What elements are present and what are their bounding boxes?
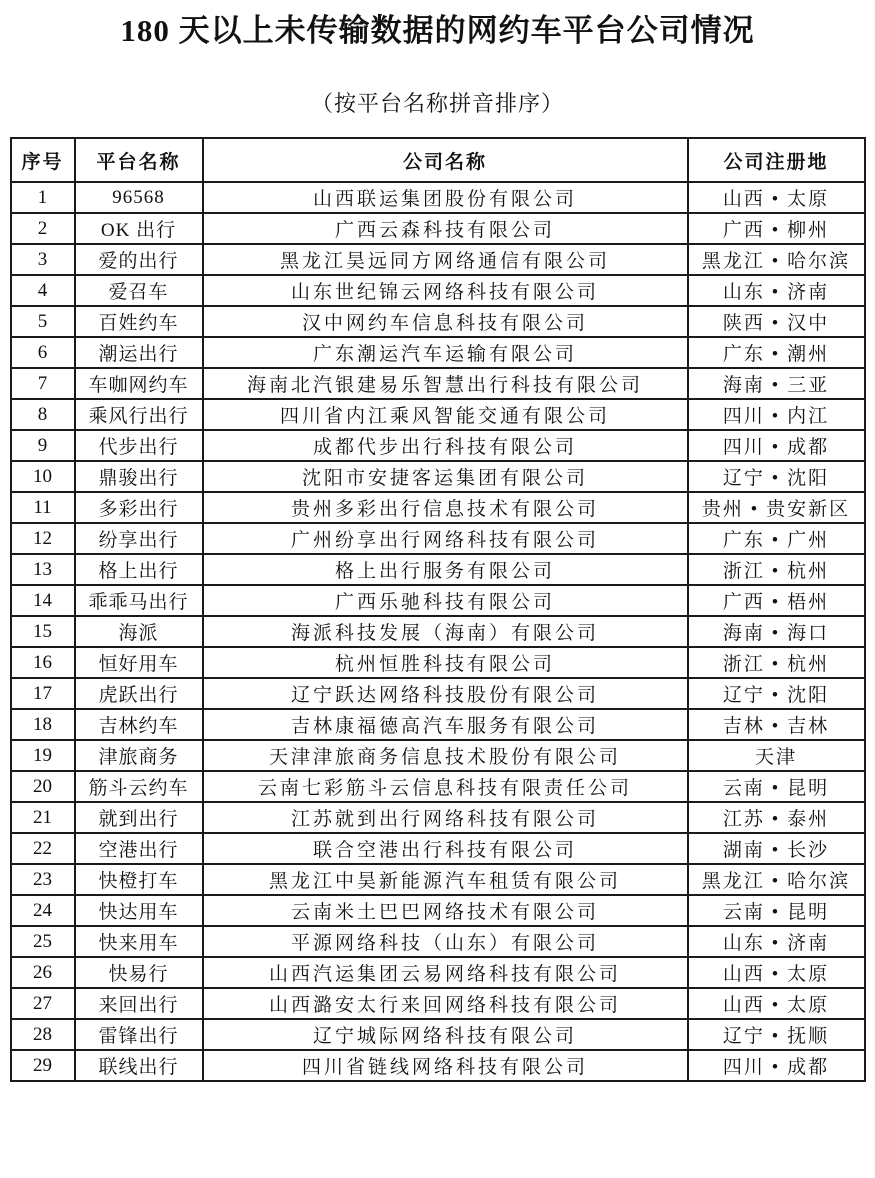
cell-registration: 辽宁 • 沈阳 <box>688 461 865 492</box>
cell-company-name: 海南北汽银建易乐智慧出行科技有限公司 <box>203 368 688 399</box>
cell-platform-name: 就到出行 <box>75 802 203 833</box>
table-row <box>11 833 865 864</box>
cell-registration: 四川 • 成都 <box>688 1050 865 1081</box>
cell-company-name: 成都代步出行科技有限公司 <box>203 430 688 461</box>
table-row <box>11 244 865 275</box>
page-subtitle: （按平台名称拼音排序） <box>310 91 564 116</box>
cell-platform-name: 海派 <box>75 616 203 647</box>
cell-seq: 17 <box>11 678 75 709</box>
cell-seq: 29 <box>11 1050 75 1081</box>
cell-registration: 广西 • 柳州 <box>688 213 865 244</box>
cell-seq: 6 <box>11 337 75 368</box>
cell-platform-name: 百姓约车 <box>75 306 203 337</box>
cell-platform-name: 乘风行出行 <box>75 399 203 430</box>
cell-seq: 28 <box>11 1019 75 1050</box>
cell-company-name: 沈阳市安捷客运集团有限公司 <box>203 461 688 492</box>
cell-company-name: 四川省链线网络科技有限公司 <box>203 1050 688 1081</box>
table-header <box>11 138 865 182</box>
cell-seq: 16 <box>11 647 75 678</box>
cell-company-name: 联合空港出行科技有限公司 <box>203 833 688 864</box>
cell-company-name: 广州纷享出行网络科技有限公司 <box>203 523 688 554</box>
cell-registration: 海南 • 三亚 <box>688 368 865 399</box>
platform-table <box>10 137 866 1082</box>
cell-registration: 云南 • 昆明 <box>688 895 865 926</box>
cell-registration: 浙江 • 杭州 <box>688 647 865 678</box>
cell-seq: 12 <box>11 523 75 554</box>
cell-platform-name: 吉林约车 <box>75 709 203 740</box>
cell-company-name: 山西联运集团股份有限公司 <box>203 182 688 213</box>
cell-platform-name: 空港出行 <box>75 833 203 864</box>
cell-platform-name: 格上出行 <box>75 554 203 585</box>
cell-platform-name: 车咖网约车 <box>75 368 203 399</box>
table-row <box>11 678 865 709</box>
cell-registration: 山西 • 太原 <box>688 182 865 213</box>
cell-seq: 10 <box>11 461 75 492</box>
cell-registration: 湖南 • 长沙 <box>688 833 865 864</box>
cell-registration: 辽宁 • 抚顺 <box>688 1019 865 1050</box>
cell-platform-name: 96568 <box>75 182 203 213</box>
cell-platform-name: 快橙打车 <box>75 864 203 895</box>
cell-company-name: 山西潞安太行来回网络科技有限公司 <box>203 988 688 1019</box>
cell-platform-name: 潮运出行 <box>75 337 203 368</box>
cell-platform-name: 恒好用车 <box>75 647 203 678</box>
cell-company-name: 辽宁跃达网络科技股份有限公司 <box>203 678 688 709</box>
cell-registration: 广西 • 梧州 <box>688 585 865 616</box>
cell-seq: 2 <box>11 213 75 244</box>
cell-seq: 15 <box>11 616 75 647</box>
cell-registration: 陕西 • 汉中 <box>688 306 865 337</box>
cell-seq: 20 <box>11 771 75 802</box>
table-row <box>11 275 865 306</box>
table-row <box>11 988 865 1019</box>
cell-platform-name: 快达用车 <box>75 895 203 926</box>
cell-company-name: 云南七彩筋斗云信息科技有限责任公司 <box>203 771 688 802</box>
table-row <box>11 554 865 585</box>
cell-registration: 云南 • 昆明 <box>688 771 865 802</box>
cell-platform-name: 筋斗云约车 <box>75 771 203 802</box>
table-row <box>11 616 865 647</box>
cell-seq: 7 <box>11 368 75 399</box>
table-row <box>11 740 865 771</box>
cell-platform-name: OK 出行 <box>75 213 203 244</box>
header-platform-name: 平台名称 <box>75 138 203 182</box>
cell-company-name: 黑龙江中昊新能源汽车租赁有限公司 <box>203 864 688 895</box>
table-row <box>11 523 865 554</box>
cell-platform-name: 纷享出行 <box>75 523 203 554</box>
cell-company-name: 广西云森科技有限公司 <box>203 213 688 244</box>
table-row <box>11 182 865 213</box>
cell-registration: 江苏 • 泰州 <box>688 802 865 833</box>
cell-registration: 山西 • 太原 <box>688 957 865 988</box>
cell-company-name: 格上出行服务有限公司 <box>203 554 688 585</box>
cell-seq: 1 <box>11 182 75 213</box>
cell-registration: 山东 • 济南 <box>688 275 865 306</box>
cell-registration: 浙江 • 杭州 <box>688 554 865 585</box>
cell-seq: 27 <box>11 988 75 1019</box>
cell-registration: 山东 • 济南 <box>688 926 865 957</box>
cell-company-name: 海派科技发展（海南）有限公司 <box>203 616 688 647</box>
cell-company-name: 杭州恒胜科技有限公司 <box>203 647 688 678</box>
cell-company-name: 山西汽运集团云易网络科技有限公司 <box>203 957 688 988</box>
cell-platform-name: 来回出行 <box>75 988 203 1019</box>
cell-seq: 26 <box>11 957 75 988</box>
table-row <box>11 864 865 895</box>
table-row <box>11 461 865 492</box>
cell-seq: 14 <box>11 585 75 616</box>
table-row <box>11 213 865 244</box>
cell-platform-name: 爱召车 <box>75 275 203 306</box>
header-company-name: 公司名称 <box>203 138 688 182</box>
cell-platform-name: 快易行 <box>75 957 203 988</box>
cell-seq: 5 <box>11 306 75 337</box>
table-row <box>11 306 865 337</box>
cell-company-name: 贵州多彩出行信息技术有限公司 <box>203 492 688 523</box>
cell-registration: 黑龙江 • 哈尔滨 <box>688 244 865 275</box>
cell-seq: 3 <box>11 244 75 275</box>
cell-seq: 9 <box>11 430 75 461</box>
cell-company-name: 江苏就到出行网络科技有限公司 <box>203 802 688 833</box>
cell-registration: 黑龙江 • 哈尔滨 <box>688 864 865 895</box>
cell-company-name: 云南米土巴巴网络技术有限公司 <box>203 895 688 926</box>
cell-seq: 13 <box>11 554 75 585</box>
cell-company-name: 黑龙江昊远同方网络通信有限公司 <box>203 244 688 275</box>
cell-seq: 4 <box>11 275 75 306</box>
cell-registration: 贵州 • 贵安新区 <box>688 492 865 523</box>
header-registration: 公司注册地 <box>688 138 865 182</box>
cell-registration: 四川 • 内江 <box>688 399 865 430</box>
header-seq: 序号 <box>11 138 75 182</box>
cell-company-name: 广东潮运汽车运输有限公司 <box>203 337 688 368</box>
table-row <box>11 368 865 399</box>
cell-seq: 8 <box>11 399 75 430</box>
cell-seq: 22 <box>11 833 75 864</box>
cell-company-name: 平源网络科技（山东）有限公司 <box>203 926 688 957</box>
page-title: 180 天以上未传输数据的网约车平台公司情况 <box>120 13 755 48</box>
cell-seq: 19 <box>11 740 75 771</box>
table-row <box>11 1050 865 1081</box>
cell-platform-name: 联线出行 <box>75 1050 203 1081</box>
cell-registration: 海南 • 海口 <box>688 616 865 647</box>
cell-registration: 广东 • 广州 <box>688 523 865 554</box>
table-row <box>11 771 865 802</box>
cell-registration: 天津 <box>688 740 865 771</box>
cell-platform-name: 快来用车 <box>75 926 203 957</box>
cell-registration: 山西 • 太原 <box>688 988 865 1019</box>
cell-registration: 吉林 • 吉林 <box>688 709 865 740</box>
cell-platform-name: 爱的出行 <box>75 244 203 275</box>
table-row <box>11 1019 865 1050</box>
cell-seq: 21 <box>11 802 75 833</box>
cell-registration: 广东 • 潮州 <box>688 337 865 368</box>
cell-platform-name: 雷锋出行 <box>75 1019 203 1050</box>
cell-company-name: 广西乐驰科技有限公司 <box>203 585 688 616</box>
table-header-row <box>11 138 865 182</box>
cell-platform-name: 津旅商务 <box>75 740 203 771</box>
table-row <box>11 399 865 430</box>
cell-seq: 23 <box>11 864 75 895</box>
table-row <box>11 802 865 833</box>
cell-seq: 25 <box>11 926 75 957</box>
cell-registration: 四川 • 成都 <box>688 430 865 461</box>
cell-platform-name: 乖乖马出行 <box>75 585 203 616</box>
table-row <box>11 895 865 926</box>
cell-company-name: 山东世纪锦云网络科技有限公司 <box>203 275 688 306</box>
table-row <box>11 647 865 678</box>
cell-registration: 辽宁 • 沈阳 <box>688 678 865 709</box>
cell-platform-name: 多彩出行 <box>75 492 203 523</box>
cell-company-name: 辽宁城际网络科技有限公司 <box>203 1019 688 1050</box>
table-row <box>11 957 865 988</box>
cell-company-name: 天津津旅商务信息技术股份有限公司 <box>203 740 688 771</box>
cell-platform-name: 代步出行 <box>75 430 203 461</box>
cell-company-name: 汉中网约车信息科技有限公司 <box>203 306 688 337</box>
table-row <box>11 430 865 461</box>
table-row <box>11 709 865 740</box>
cell-platform-name: 鼎骏出行 <box>75 461 203 492</box>
cell-seq: 24 <box>11 895 75 926</box>
table-row <box>11 926 865 957</box>
cell-company-name: 四川省内江乘风智能交通有限公司 <box>203 399 688 430</box>
table-row <box>11 337 865 368</box>
table-row <box>11 492 865 523</box>
cell-seq: 18 <box>11 709 75 740</box>
cell-platform-name: 虎跃出行 <box>75 678 203 709</box>
cell-company-name: 吉林康福德高汽车服务有限公司 <box>203 709 688 740</box>
cell-seq: 11 <box>11 492 75 523</box>
table-row <box>11 585 865 616</box>
table-body <box>11 182 865 1081</box>
